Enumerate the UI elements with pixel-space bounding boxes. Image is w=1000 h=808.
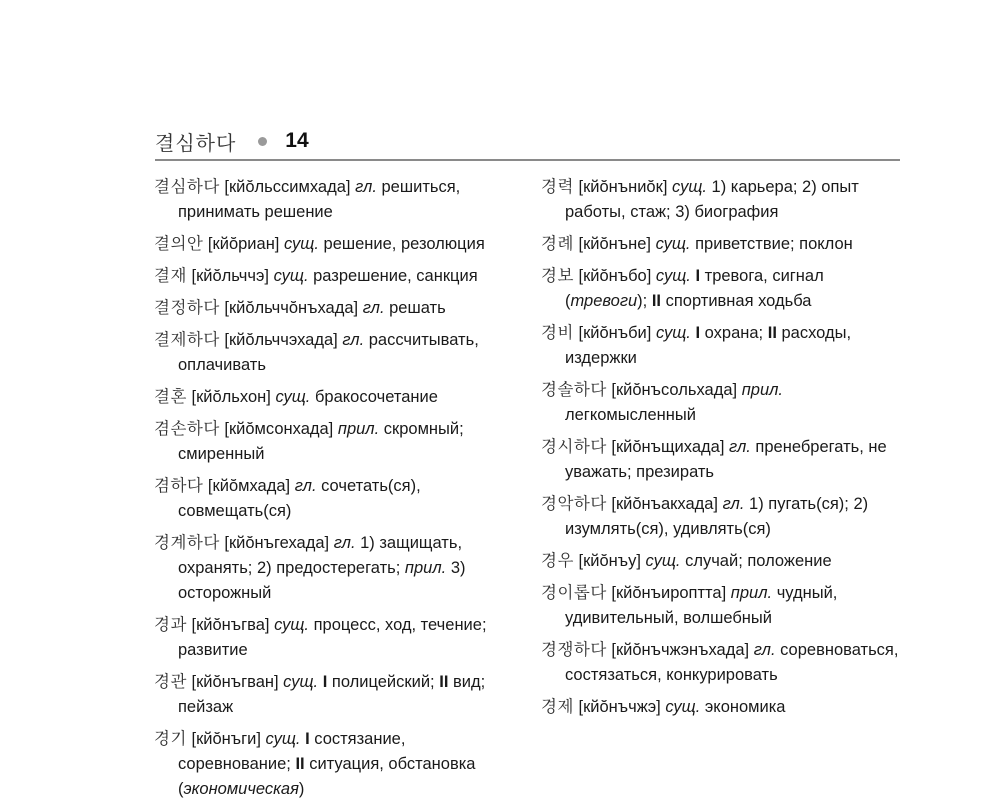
roman-numeral: I (695, 324, 701, 342)
part-of-speech: прил. (404, 559, 447, 577)
dictionary-entry (541, 637, 901, 688)
part-of-speech: сущ. (275, 388, 311, 406)
dictionary-entry (154, 263, 506, 289)
definition: охрана; (700, 324, 768, 342)
definition: легкомысленный (565, 406, 696, 424)
definition: тревога, сигнал ( (565, 267, 824, 310)
transcription: [кйŏльччэхада] (224, 331, 338, 349)
headword: 겸하다 (154, 476, 204, 495)
page-number: 14 (285, 129, 309, 152)
headword: 경계하다 (154, 533, 220, 552)
definition: решать (384, 299, 446, 317)
transcription: [кйŏнъгван] (191, 673, 279, 691)
dictionary-entry (541, 694, 901, 720)
headword: 결제하다 (154, 330, 220, 349)
transcription: [кйŏнъчжэнъхада] (611, 641, 750, 659)
transcription: [кйŏльссимхада] (224, 178, 351, 196)
transcription: [кйŏльччэ] (191, 267, 269, 285)
dictionary-entry (541, 377, 901, 428)
dictionary-entry (154, 384, 506, 410)
right-column (541, 174, 901, 726)
dictionary-entry (154, 669, 506, 720)
transcription: [кйŏнъниŏк] (578, 178, 668, 196)
definition: случай; положение (680, 552, 832, 570)
part-of-speech: сущ. (655, 267, 691, 285)
dictionary-entry (154, 473, 506, 524)
dictionary-entry (154, 174, 506, 225)
dictionary-entry (154, 726, 506, 802)
headword: 결정하다 (154, 298, 220, 317)
part-of-speech: гл. (362, 299, 385, 317)
headword: 결심하다 (154, 177, 220, 196)
transcription: [кйŏнъщихада] (611, 438, 725, 456)
part-of-speech: гл. (753, 641, 776, 659)
definition: приветствие; поклон (690, 235, 853, 253)
definition: сочетать(ся), совмещать(ся) (178, 477, 421, 520)
bullet-dot-icon (258, 137, 267, 146)
transcription: [кйŏнъгва] (191, 616, 270, 634)
headword: 경제 (541, 697, 574, 716)
part-of-speech: сущ. (265, 730, 301, 748)
headword: 겸손하다 (154, 419, 220, 438)
transcription: [кйŏнъги] (191, 730, 261, 748)
headword: 경이롭다 (541, 583, 607, 602)
part-of-speech: сущ. (655, 324, 691, 342)
definition: рассчитывать, оплачивать (178, 331, 479, 374)
definition: решиться, принимать решение (178, 178, 461, 221)
transcription: [кйŏмсонхада] (224, 420, 334, 438)
roman-numeral: I (322, 673, 328, 691)
definition: состязание, соревнование; (178, 730, 406, 773)
headword: 경쟁하다 (541, 640, 607, 659)
part-of-speech: сущ. (665, 698, 701, 716)
transcription: [кйŏнъне] (578, 235, 651, 253)
definition: разрешение, санкция (308, 267, 478, 285)
part-of-speech: сущ. (274, 616, 310, 634)
headword: 결재 (154, 266, 187, 285)
dictionary-entry (154, 416, 506, 467)
definition: экономика (700, 698, 786, 716)
headword: 경관 (154, 672, 187, 691)
definition: решение, резолюция (318, 235, 485, 253)
definition: соревноваться, состязаться, конкурировать (565, 641, 899, 684)
dictionary-entry (541, 320, 901, 371)
dictionary-entry (541, 174, 901, 225)
headword: 경비 (541, 323, 574, 342)
roman-numeral: II (439, 673, 449, 691)
part-of-speech: гл. (333, 534, 356, 552)
headword: 결의안 (154, 234, 204, 253)
roman-numeral: II (767, 324, 777, 342)
headword: 경과 (154, 615, 187, 634)
part-of-speech: сущ. (283, 673, 319, 691)
definition: бракосочетание (310, 388, 438, 406)
dictionary-entry (541, 580, 901, 631)
transcription: [кйŏмхада] (207, 477, 291, 495)
page-header (155, 124, 900, 158)
roman-numeral: II (295, 755, 305, 773)
definition: ситуация, обстановка ( (178, 755, 476, 798)
part-of-speech: прил. (337, 420, 380, 438)
dictionary-entry (541, 231, 901, 257)
definition: чудный, удивительный, волшебный (565, 584, 838, 627)
part-of-speech: гл. (294, 477, 317, 495)
part-of-speech: сущ. (655, 235, 691, 253)
definition: 1) защищать, охранять; 2) предостерегать; (178, 534, 463, 577)
header-rule (155, 159, 900, 161)
headword: 경기 (154, 729, 187, 748)
part-of-speech: сущ. (672, 178, 707, 196)
transcription: [кйŏнъбо] (578, 267, 652, 285)
roman-numeral: II (651, 292, 661, 310)
transcription: [кйŏриан] (207, 235, 280, 253)
headword: 경우 (541, 551, 574, 570)
part-of-speech: гл. (729, 438, 751, 456)
headword: 경력 (541, 177, 574, 196)
part-of-speech: сущ. (645, 552, 681, 570)
definition: полицейский; (327, 673, 440, 691)
dictionary-entry (154, 295, 506, 321)
dictionary-entry (541, 548, 901, 574)
transcription: [кйŏнъби] (578, 324, 652, 342)
transcription: [кйŏнъсольхада] (611, 381, 738, 399)
definition: 1) пугать(ся); 2) изумлять(ся), удивлять(ся) (565, 495, 869, 538)
headword: 경시하다 (541, 437, 607, 456)
roman-numeral: I (305, 730, 310, 748)
left-column (154, 174, 506, 808)
definition: ) (298, 780, 305, 798)
dictionary-entry (154, 327, 506, 378)
dictionary-entry (541, 491, 901, 542)
headword: 경례 (541, 234, 574, 253)
part-of-speech: гл. (355, 178, 377, 196)
definition: 3) осторожный (178, 559, 466, 602)
definition: процесс, ход, течение; развитие (178, 616, 487, 659)
definition: спортивная ходьба (661, 292, 812, 310)
headword: 경악하다 (541, 494, 607, 513)
definition: 1) карьера; 2) опыт работы, стаж; 3) биография (565, 178, 859, 221)
definition: пренебрегать, не уважать; презирать (565, 438, 887, 481)
definition: скромный; смиренный (178, 420, 464, 463)
dictionary-entry (154, 612, 506, 663)
transcription: [кйŏнъакхада] (611, 495, 719, 513)
roman-numeral: I (695, 267, 701, 285)
part-of-speech: сущ. (273, 267, 309, 285)
part-of-speech: сущ. (283, 235, 319, 253)
transcription: [кйŏльхон] (191, 388, 271, 406)
part-of-speech: гл. (722, 495, 745, 513)
headword: 경솔하다 (541, 380, 607, 399)
transcription: [кйŏнъгехада] (224, 534, 330, 552)
dictionary-entry (154, 231, 506, 257)
transcription: [кйŏльччŏнъхада] (224, 299, 359, 317)
dictionary-entry (541, 434, 901, 485)
transcription: [кйŏнъчжэ] (578, 698, 661, 716)
part-of-speech: прил. (730, 584, 773, 602)
running-head: 결심하다 (155, 130, 237, 155)
transcription: [кйŏнъу] (578, 552, 641, 570)
part-of-speech: прил. (741, 381, 784, 399)
dictionary-entry (541, 263, 901, 314)
definition: вид; пейзаж (178, 673, 486, 716)
example: экономическая (183, 780, 299, 798)
transcription: [кйŏнъироптта] (611, 584, 727, 602)
example: тревоги (570, 292, 638, 310)
dictionary-entry (154, 530, 506, 606)
headword: 결혼 (154, 387, 187, 406)
part-of-speech: гл. (342, 331, 365, 349)
definition: ); (637, 292, 652, 310)
definition: расходы, издержки (565, 324, 852, 367)
headword: 경보 (541, 266, 574, 285)
